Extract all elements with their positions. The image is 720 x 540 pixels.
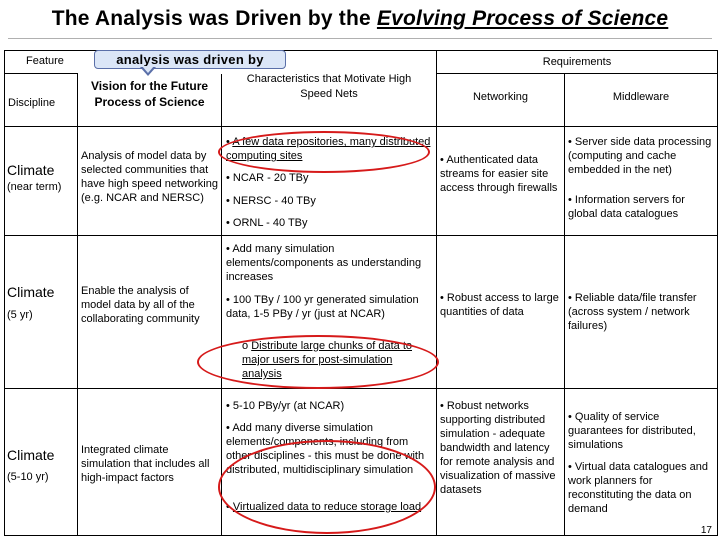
page-number: 17 bbox=[700, 525, 712, 536]
header-requirements bbox=[437, 51, 718, 74]
discipline-cell bbox=[5, 127, 78, 236]
characteristic-item: • 5-10 PBy/yr (at NCAR) bbox=[226, 400, 345, 412]
middleware-item: • Server side data processing (computing and cache embedded in the net) bbox=[568, 136, 712, 176]
networking-cell bbox=[437, 127, 565, 236]
characteristic-item: • A few data repositories, many distributed computing sites bbox=[226, 136, 431, 162]
discipline-name: Climate bbox=[7, 162, 55, 178]
characteristic-item: • 100 TBy / 100 yr generated simulation data, 1-5 PBy / yr (just at NCAR) bbox=[226, 294, 419, 320]
discipline-cell bbox=[5, 389, 78, 536]
requirements-label: Requirements bbox=[542, 56, 612, 68]
middleware-item: • Quality of service guarantees for distributed, simulations bbox=[568, 411, 696, 451]
discipline-timeframe: (5 yr) bbox=[7, 309, 33, 321]
characteristic-subitem: o Distribute large chunks of data to major users for post-simulation analysis bbox=[242, 340, 412, 380]
header-characteristics-cell bbox=[222, 74, 437, 127]
discipline-cell bbox=[5, 236, 78, 389]
middleware-item: • Information servers for global data catalogues bbox=[568, 194, 685, 220]
vision-text: Enable the analysis of model data by all of the collaborating community bbox=[81, 285, 200, 325]
title-rule bbox=[8, 38, 712, 39]
feature-label: Feature bbox=[26, 55, 64, 67]
middleware-label: Middleware bbox=[612, 91, 670, 103]
vision-cell bbox=[78, 127, 222, 236]
networking-label: Networking bbox=[472, 91, 529, 103]
characteristic-item: • Add many diverse simulation elements/components, including from other disciplines - this must be done with distributed, multidisciplinary simulation bbox=[226, 422, 425, 476]
discipline-name: Climate bbox=[7, 447, 55, 463]
header-corner bbox=[24, 50, 76, 126]
title-prefix: The Analysis was Driven by the bbox=[51, 7, 377, 30]
characteristic-item: • NERSC - 40 TBy bbox=[226, 195, 316, 207]
discipline-name: Climate bbox=[7, 284, 55, 300]
discipline-label: Discipline bbox=[8, 97, 56, 109]
vision-label: Vision for the Future Process of Science bbox=[90, 78, 209, 109]
highlight-oval bbox=[218, 131, 430, 173]
vision-text: Analysis of model data by selected communities that have high speed networking (e.g. NCAR and NERSC) bbox=[81, 150, 218, 204]
callout-pointer-fill bbox=[142, 66, 154, 73]
discipline-timeframe: (near term) bbox=[7, 181, 62, 193]
highlight-oval bbox=[197, 335, 439, 389]
middleware-cell bbox=[565, 389, 718, 536]
middleware-cell bbox=[565, 236, 718, 389]
characteristic-item: • Add many simulation elements/components as understanding increases bbox=[226, 243, 422, 283]
networking-item: • Authenticated data streams for easier site access through firewalls bbox=[440, 154, 558, 194]
slide-title bbox=[0, 7, 720, 31]
title-emphasis: Evolving Process of Science bbox=[376, 7, 669, 30]
vision-cell bbox=[78, 389, 222, 536]
characteristic-item: • Virtualized data to reduce storage load bbox=[226, 501, 422, 513]
header-vision-cell bbox=[78, 74, 222, 127]
middleware-item: • Reliable data/file transfer (across system / network failures) bbox=[568, 292, 697, 332]
highlight-oval bbox=[218, 440, 436, 534]
networking-item: • Robust access to large quantities of data bbox=[440, 292, 559, 318]
callout-label: analysis was driven by bbox=[94, 50, 286, 69]
middleware-item: • Virtual data catalogues and work planners for reconstituting the data on demand bbox=[568, 461, 709, 515]
middleware-cell bbox=[565, 127, 718, 236]
characteristic-item: • NCAR - 20 TBy bbox=[226, 172, 309, 184]
header-middleware-cell bbox=[565, 74, 718, 127]
characteristics-label: Characteristics that Motivate High Speed Nets bbox=[246, 72, 412, 100]
discipline-timeframe: (5-10 yr) bbox=[7, 471, 49, 483]
networking-cell bbox=[437, 389, 565, 536]
characteristic-item: • ORNL - 40 TBy bbox=[226, 217, 308, 229]
header-networking-cell bbox=[437, 74, 565, 127]
networking-item: • Robust networks supporting distributed simulation - adequate bandwidth and latency for remote analysis and visualization of massive datasets bbox=[440, 400, 556, 496]
vision-text: Integrated climate simulation that includes all high-impact factors bbox=[81, 444, 210, 484]
networking-cell bbox=[437, 236, 565, 389]
